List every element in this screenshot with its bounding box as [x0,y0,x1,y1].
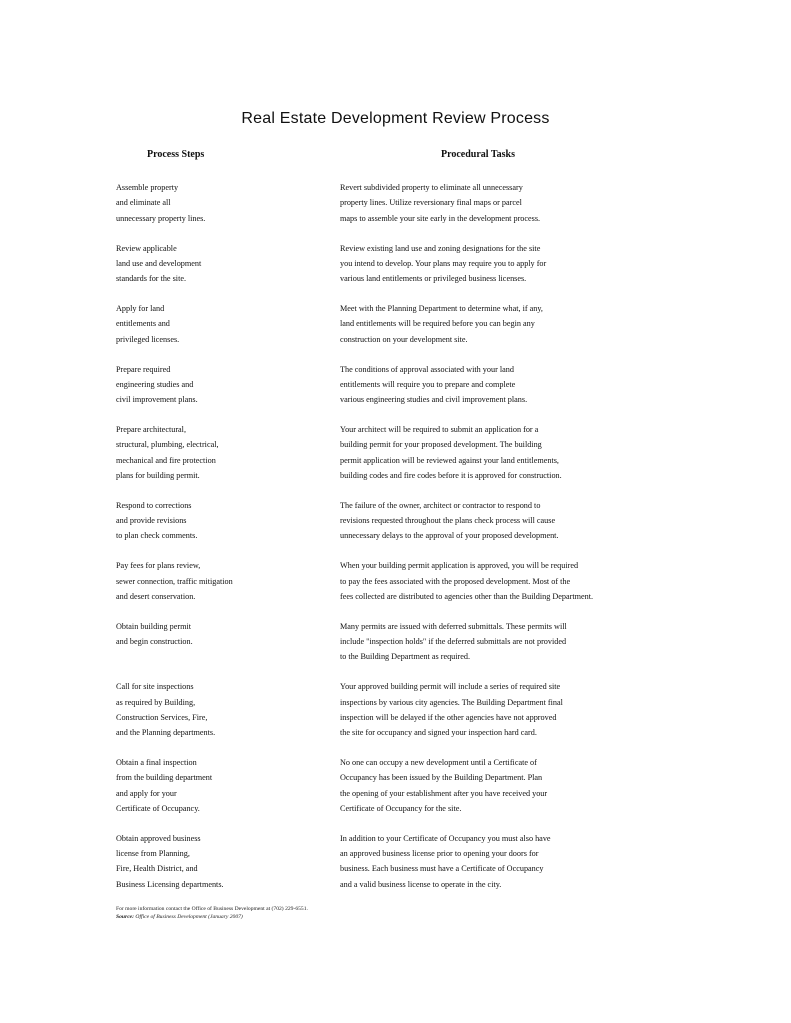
process-step-line: from the building department [116,773,213,783]
procedural-task-cell [340,180,680,226]
procedural-task-line: the site for occupancy and signed your inspection hard card. [340,728,537,738]
procedural-task-cell [340,558,680,604]
process-step-line: Respond to corrections [116,500,192,510]
procedural-task-cell [340,362,680,408]
procedural-task-cell [340,831,680,892]
table-row [116,180,676,226]
process-step-line: Certificate of Occupancy. [116,803,200,813]
process-step-line: and eliminate all [116,198,171,208]
procedural-task-line: Many permits are issued with deferred submittals. These permits will [340,621,567,631]
procedural-task-line: to the Building Department as required. [340,652,471,662]
process-step-line: and begin construction. [116,637,193,647]
procedural-task-line: revisions requested throughout the plans check process will cause [340,516,556,526]
footer-contact: For more information contact the Office of Business Development at (702) 229-6551. [116,906,308,912]
procedural-task-line: you intend to develop. Your plans may require you to apply for [340,258,547,268]
column-header-process-steps: Process Steps [147,149,205,160]
process-step-line: and provide revisions [116,516,187,526]
process-step-cell [116,755,326,816]
procedural-task-line: various engineering studies and civil improvement plans. [340,395,528,405]
procedural-task-line: include "inspection holds" if the deferred submittals are not provided [340,637,567,647]
process-step-line: to plan check comments. [116,531,198,541]
process-step-line: Call for site inspections [116,682,194,692]
procedural-task-line: The failure of the owner, architect or contractor to respond to [340,500,541,510]
procedural-task-cell [340,498,680,544]
procedural-task-line: Occupancy has been issued by the Building Department. Plan [340,773,543,783]
process-step-cell [116,679,326,740]
table-row [116,498,676,544]
process-step-line: Obtain building permit [116,621,192,631]
process-step-line: Pay fees for plans review, [116,561,201,571]
process-step-line: Review applicable [116,243,177,253]
table-row [116,755,676,816]
procedural-task-line: property lines. Utilize reversionary final maps or parcel [340,198,522,208]
procedural-task-line: building permit for your proposed development. The building [340,440,542,450]
process-step-line: land use and development [116,258,202,268]
procedural-task-line: maps to assemble your site early in the development process. [340,213,541,223]
footer-source [116,914,308,922]
process-step-line: Prepare architectural, [116,425,187,434]
procedural-task-line: In addition to your Certificate of Occupancy you must also have [340,833,551,843]
procedural-task-line: The conditions of approval associated with your land [340,364,514,374]
process-step-line: and desert conservation. [116,591,196,601]
procedural-task-cell [340,422,680,483]
procedural-task-line: Your approved building permit will include a series of required site [340,682,561,692]
process-step-line: Assemble property [116,183,179,192]
table-row [116,241,676,287]
procedural-task-line: When your building permit application is approved, you will be required [340,561,579,571]
procedural-task-line: construction on your development site. [340,334,468,344]
procedural-task-line: No one can occupy a new development until a Certificate of [340,758,537,768]
procedural-task-line: Meet with the Planning Department to determine what, if any, [340,304,543,313]
table-row [116,301,676,347]
process-step-cell [116,422,326,483]
process-step-line: entitlements and [116,319,170,329]
procedural-task-cell [340,619,680,665]
table-row [116,558,676,604]
page-title: Real Estate Development Review Process [241,110,550,127]
procedural-task-line: building codes and fire codes before it is approved for construction. [340,470,562,480]
procedural-task-line: permit application will be reviewed against your land entitlements, [340,455,559,465]
procedural-task-cell [340,301,680,347]
procedural-task-line: Revert subdivided property to eliminate all unnecessary [340,183,523,192]
process-step-cell [116,301,326,347]
table-row [116,422,676,483]
process-step-line: mechanical and fire protection [116,455,216,465]
procedural-task-line: Certificate of Occupancy for the site. [340,803,462,813]
column-header-procedural-tasks: Procedural Tasks [441,149,515,160]
process-step-line: and apply for your [116,788,177,798]
table-row [116,362,676,408]
footer-source-text: Office of Business Development (January 2007) [134,913,243,920]
process-step-line: license from Planning, [116,849,190,859]
process-step-line: Obtain a final inspection [116,758,197,768]
procedural-task-line: various land entitlements or privileged business licenses. [340,274,527,284]
process-step-line: Fire, Health District, and [116,864,198,874]
process-step-line: Obtain approved business [116,833,201,843]
procedural-task-cell [340,755,680,816]
procedural-task-line: and a valid business license to operate in the city. [340,879,502,889]
procedural-task-line: Your architect will be required to submit an application for a [340,425,539,434]
procedural-task-line: an approved business license prior to opening your doors for [340,849,539,859]
process-step-line: privileged licenses. [116,334,180,344]
procedural-task-line: Review existing land use and zoning designations for the site [340,243,541,253]
table-row [116,831,676,892]
process-step-line: Prepare required [116,364,171,374]
process-step-line: plans for building permit. [116,470,200,480]
procedural-task-line: inspection will be delayed if the other agencies have not approved [340,712,557,722]
procedural-task-line: business. Each business must have a Certificate of Occupancy [340,864,544,874]
process-step-line: Business Licensing departments. [116,879,224,889]
procedural-task-line: unnecessary delays to the approval of your proposed development. [340,531,559,541]
procedural-task-line: land entitlements will be required before you can begin any [340,319,535,329]
process-step-line: civil improvement plans. [116,395,198,405]
procedural-task-cell [340,679,680,740]
procedural-task-line: to pay the fees associated with the proposed development. Most of the [340,576,571,586]
process-step-line: Apply for land [116,304,165,313]
process-step-cell [116,362,326,408]
process-step-cell [116,241,326,287]
process-step-cell [116,619,326,650]
footer-source-label: Source: [116,913,135,920]
process-step-line: structural, plumbing, electrical, [116,440,219,450]
process-step-line: as required by Building, [116,697,196,707]
procedural-task-line: inspections by various city agencies. The Building Department final [340,697,563,707]
procedural-task-cell [340,241,680,287]
process-step-cell [116,831,326,892]
process-step-line: sewer connection, traffic mitigation [116,576,233,586]
table-row [116,619,676,665]
process-step-cell [116,498,326,544]
process-step-cell [116,558,326,604]
process-step-line: Construction Services, Fire, [116,712,208,722]
process-step-cell [116,180,326,226]
procedural-task-line: entitlements will require you to prepare and complete [340,379,516,389]
table-row [116,679,676,740]
procedural-task-line: the opening of your establishment after you have received your [340,788,548,798]
process-step-line: engineering studies and [116,379,194,389]
process-step-line: and the Planning departments. [116,728,216,738]
process-step-line: standards for the site. [116,274,187,284]
procedural-task-line: fees collected are distributed to agencies other than the Building Department. [340,591,594,601]
process-step-line: unnecessary property lines. [116,213,206,223]
footer-note [116,906,308,921]
